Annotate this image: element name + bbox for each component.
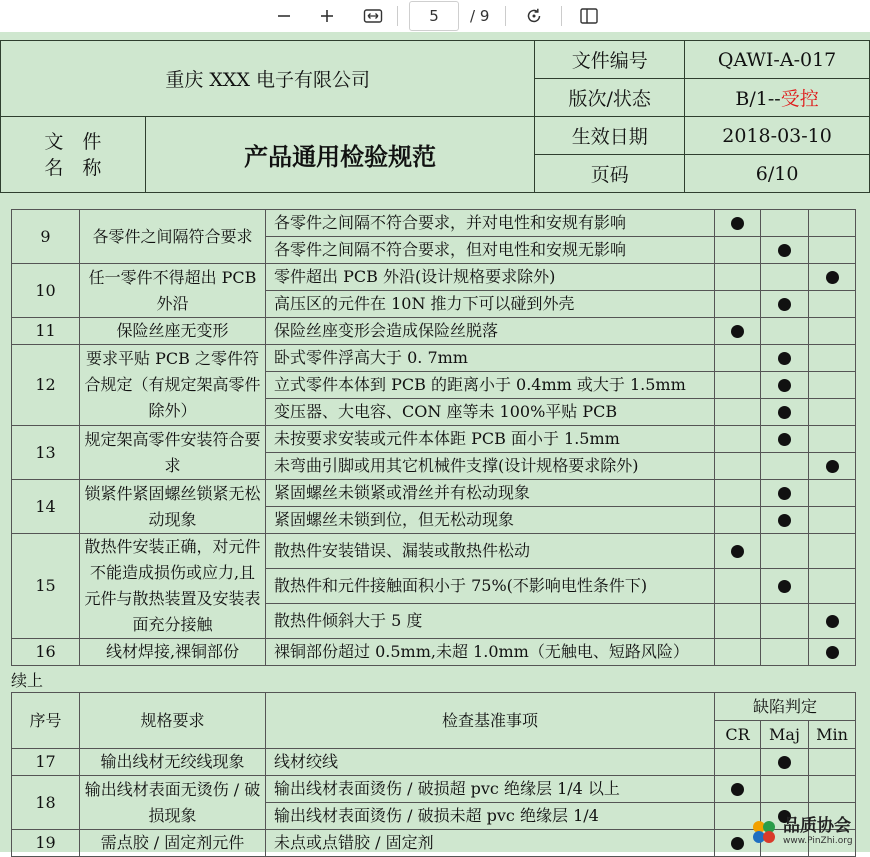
defect-cr-cell [715,507,761,534]
check-criterion: 立式零件本体到 PCB 的距离小于 0.4mm 或大于 1.5mm [266,372,715,399]
defect-mark-icon [778,487,791,500]
table-row [12,534,856,569]
defect-min-cell [809,776,856,803]
document-page [0,32,870,852]
check-criterion: 紧固螺丝未锁到位，但无松动现象 [266,507,715,534]
defect-cr-cell [715,453,761,480]
defect-min-cell [809,399,856,426]
defect-min-cell [809,480,856,507]
defect-cr-cell [715,399,761,426]
defect-maj-cell [761,291,809,318]
header-table [0,40,870,193]
watermark-logo-icon [749,817,779,847]
defect-maj-cell [761,776,809,803]
spec-requirement: 输出线材无绞线现象 [80,749,266,776]
check-criterion: 零件超出 PCB 外沿(设计规格要求除外) [266,264,715,291]
defect-cr-cell [715,639,761,666]
toolbar-separator [397,6,398,26]
table-row [12,426,856,453]
defect-min-cell [809,426,856,453]
defect-maj-cell [761,372,809,399]
defect-cr-cell [715,749,761,776]
item-number: 11 [12,318,80,345]
check-criterion: 输出线材表面烫伤 / 破损超 pvc 绝缘层 1/4 以上 [266,776,715,803]
defect-cr-cell [715,776,761,803]
spec-requirement: 任一零件不得超出 PCB 外沿 [80,264,266,318]
item-number: 18 [12,776,80,830]
defect-min-cell [809,237,856,264]
check-criterion: 未按要求安装或元件本体距 PCB 面小于 1.5mm [266,426,715,453]
table-row [12,264,856,291]
page-value: 6/10 [685,155,870,193]
defect-min-cell [809,264,856,291]
check-criterion: 变压器、大电容、CON 座等未 100%平贴 PCB [266,399,715,426]
defect-cr-cell [715,480,761,507]
effective-date-value: 2018-03-10 [685,117,870,155]
defect-maj-cell [761,399,809,426]
item-number: 10 [12,264,80,318]
version-label: 版次/状态 [535,79,685,117]
defect-mark-icon [826,646,839,659]
col-header-cr: CR [715,721,761,749]
table-row [12,318,856,345]
defect-maj-cell [761,237,809,264]
defect-min-cell [809,345,856,372]
defect-mark-icon [826,615,839,628]
item-number: 12 [12,345,80,426]
current-page: 5 [429,7,439,25]
watermark-url: www.PinZhi.org [783,836,853,846]
check-criterion: 线材绞线 [266,749,715,776]
spec-requirement: 散热件安装正确，对元件不能造成损伤或应力,且元件与散热装置及安装表面充分接触 [80,534,266,639]
defect-min-cell [809,372,856,399]
defect-maj-cell [761,639,809,666]
company-name: 重庆 XXX 电子有限公司 [1,41,535,117]
item-number: 19 [12,830,80,857]
effective-date-label: 生效日期 [535,117,685,155]
total-pages: / 9 [470,7,490,25]
defect-cr-cell [715,210,761,237]
table-row [12,830,856,857]
defect-maj-cell [761,318,809,345]
defect-maj-cell [761,569,809,604]
defect-maj-cell [761,210,809,237]
check-criterion: 各零件之间隔不符合要求，并对电性和安规有影响 [266,210,715,237]
col-header-defect: 缺陷判定 [715,693,856,721]
spec-requirement: 各零件之间隔符合要求 [80,210,266,264]
spec-requirement: 保险丝座无变形 [80,318,266,345]
pdf-toolbar [0,0,870,32]
defect-cr-cell [715,237,761,264]
table-row [12,749,856,776]
defect-mark-icon [731,783,744,796]
defect-mark-icon [778,379,791,392]
fit-width-icon[interactable] [361,2,385,30]
zoom-out-icon[interactable] [273,2,295,30]
defect-cr-cell [715,345,761,372]
spec-requirement: 输出线材表面无烫伤 / 破损现象 [80,776,266,830]
toolbar-separator [561,6,562,26]
check-criterion: 裸铜部份超过 0.5mm,未超 1.0mm（无触电、短路风险） [266,639,715,666]
defect-maj-cell [761,604,809,639]
inspection-table [11,209,856,666]
item-number: 9 [12,210,80,264]
check-criterion: 散热件和元件接触面积小于 75%(不影响电性条件下) [266,569,715,604]
version-value [685,79,870,117]
inspection-table-continued [11,692,856,857]
doc-number-value: QAWI-A-017 [685,41,870,79]
defect-mark-icon [778,352,791,365]
spec-requirement: 要求平贴 PCB 之零件符合规定（有规定架高零件除外） [80,345,266,426]
defect-maj-cell [761,345,809,372]
defect-mark-icon [826,460,839,473]
check-criterion: 散热件倾斜大于 5 度 [266,604,715,639]
defect-mark-icon [731,325,744,338]
defect-cr-cell [715,264,761,291]
defect-mark-icon [778,406,791,419]
col-header-maj: Maj [761,721,809,749]
defect-min-cell [809,749,856,776]
defect-mark-icon [778,244,791,257]
page-view-icon[interactable] [577,2,601,30]
col-header-req: 规格要求 [80,693,266,749]
defect-min-cell [809,534,856,569]
page-label: 页码 [535,155,685,193]
defect-min-cell [809,291,856,318]
check-criterion: 紧固螺丝未锁紧或滑丝并有松动现象 [266,480,715,507]
defect-mark-icon [731,545,744,558]
version-number: B/1-- [735,88,781,110]
spec-requirement: 需点胶 / 固定剂元件 [80,830,266,857]
watermark [749,814,864,850]
item-number: 16 [12,639,80,666]
defect-min-cell [809,453,856,480]
defect-mark-icon [778,580,791,593]
item-number: 15 [12,534,80,639]
check-criterion: 高压区的元件在 10N 推力下可以碰到外壳 [266,291,715,318]
defect-min-cell [809,210,856,237]
table-row [12,776,856,803]
check-criterion: 卧式零件浮高大于 0. 7mm [266,345,715,372]
defect-maj-cell [761,453,809,480]
defect-mark-icon [778,514,791,527]
defect-cr-cell [715,291,761,318]
defect-cr-cell [715,534,761,569]
defect-cr-cell [715,318,761,345]
spec-requirement: 线材焊接,裸铜部份 [80,639,266,666]
file-name-label-line2: 名 称 [44,156,102,179]
col-header-min: Min [809,721,856,749]
check-criterion: 保险丝座变形会造成保险丝脱落 [266,318,715,345]
spec-requirement: 规定架高零件安装符合要求 [80,426,266,480]
table-row [12,480,856,507]
watermark-title: 品质协会 [783,816,851,836]
table-row [12,210,856,237]
file-name-label-line1: 文 件 [44,130,102,153]
rotate-icon[interactable] [522,2,546,30]
defect-mark-icon [778,433,791,446]
check-criterion: 未弯曲引脚或用其它机械件支撑(设计规格要求除外) [266,453,715,480]
check-criterion: 输出线材表面烫伤 / 破损未超 pvc 绝缘层 1/4 [266,803,715,830]
document-header [0,40,870,193]
defect-mark-icon [826,271,839,284]
defect-cr-cell [715,604,761,639]
item-number: 17 [12,749,80,776]
defect-mark-icon [778,298,791,311]
defect-mark-icon [731,837,744,850]
defect-min-cell [809,318,856,345]
doc-title: 产品通用检验规范 [145,117,534,193]
defect-min-cell [809,507,856,534]
defect-min-cell [809,639,856,666]
defect-maj-cell [761,749,809,776]
defect-maj-cell [761,426,809,453]
defect-mark-icon [731,217,744,230]
version-status: 受控 [780,88,819,110]
table-row [12,345,856,372]
spec-requirement: 锁紧件紧固螺丝锁紧无松动现象 [80,480,266,534]
defect-maj-cell [761,507,809,534]
check-criterion: 各零件之间隔不符合要求，但对电性和安规无影响 [266,237,715,264]
defect-min-cell [809,569,856,604]
doc-number-label: 文件编号 [535,41,685,79]
defect-min-cell [809,604,856,639]
defect-cr-cell [715,372,761,399]
item-number: 14 [12,480,80,534]
col-header-check: 检查基准事项 [266,693,715,749]
table-row [12,639,856,666]
defect-cr-cell [715,426,761,453]
file-name-label [1,117,146,193]
defect-cr-cell [715,569,761,604]
check-criterion: 散热件安装错误、漏装或散热件松动 [266,534,715,569]
toolbar-separator [505,6,506,26]
item-number: 13 [12,426,80,480]
defect-mark-icon [778,756,791,769]
check-criterion: 未点或点错胶 / 固定剂 [266,830,715,857]
continued-label: 续上 [11,671,44,690]
defect-maj-cell [761,480,809,507]
zoom-in-icon[interactable] [316,2,338,30]
page-number-input[interactable] [409,1,459,31]
col-header-no: 序号 [12,693,80,749]
defect-maj-cell [761,264,809,291]
defect-maj-cell [761,534,809,569]
